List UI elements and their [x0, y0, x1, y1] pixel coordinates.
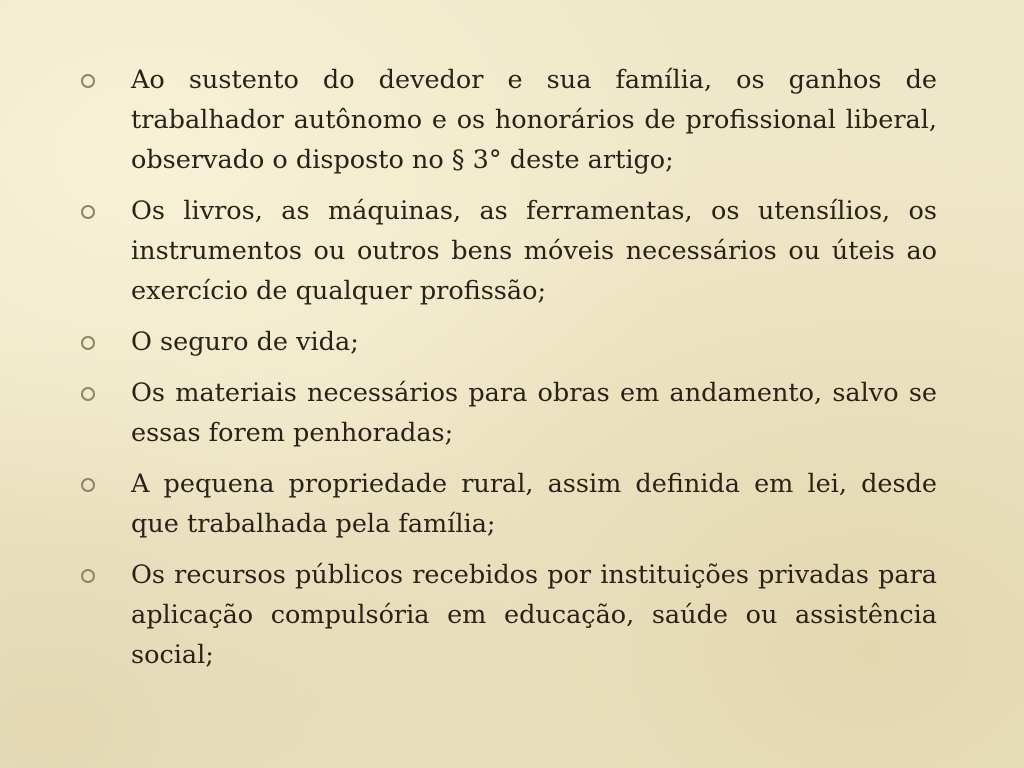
list-item-text: O seguro de vida; — [131, 327, 359, 357]
list-item-text: Os recursos públicos recebidos por instituições privadas para aplicação compulsória em educação, saúde ou assistência social; — [131, 560, 937, 670]
list-item-text: Os materiais necessários para obras em andamento, salvo se essas forem penhoradas; — [131, 378, 937, 448]
hollow-circle-bullet-icon — [81, 478, 95, 492]
hollow-circle-bullet-icon — [81, 569, 95, 583]
hollow-circle-bullet-icon — [81, 74, 95, 88]
list-item — [131, 555, 937, 675]
list-item-text: A pequena propriedade rural, assim definida em lei, desde que trabalhada pela família; — [131, 469, 937, 539]
bullet-list — [0, 60, 1024, 675]
list-item — [131, 322, 937, 362]
list-item-text: Ao sustento do devedor e sua família, os ganhos de trabalhador autônomo e os honorários de profissional liberal, observado o disposto no § 3° deste artigo; — [131, 65, 937, 175]
list-item — [131, 60, 937, 180]
list-item — [131, 373, 937, 453]
list-item — [131, 464, 937, 544]
hollow-circle-bullet-icon — [81, 336, 95, 350]
hollow-circle-bullet-icon — [81, 387, 95, 401]
hollow-circle-bullet-icon — [81, 205, 95, 219]
list-item — [131, 191, 937, 311]
list-item-text: Os livros, as máquinas, as ferramentas, os utensílios, os instrumentos ou outros bens móveis necessários ou úteis ao exercício de qualquer profissão; — [131, 196, 937, 306]
